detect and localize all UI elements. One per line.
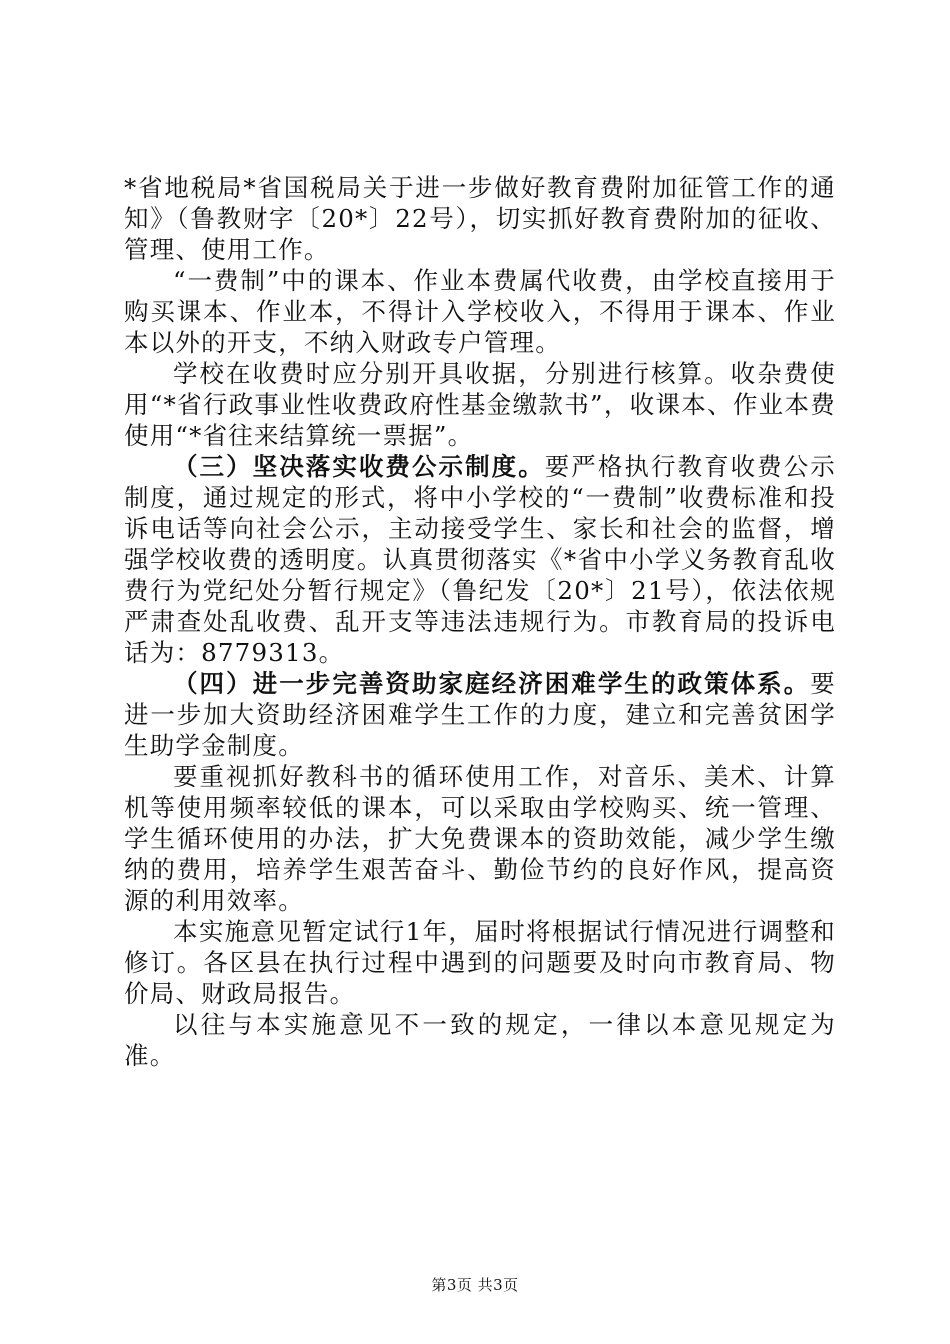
paragraph bbox=[124, 916, 836, 1009]
paragraph-text: 本实施意见暂定试行1年，届时将根据试行情况进行调整和修订。各区县在执行过程中遇到的问题要及时向市教育局、物价局、财政局报告。 bbox=[124, 917, 836, 1008]
paragraph-text: 学校在收费时应分别开具收据，分别进行核算。收杂费使用“*省行政事业性收费政府性基金缴款书”，收课本、作业本费使用“*省往来结算统一票据”。 bbox=[124, 359, 836, 450]
paragraph bbox=[124, 668, 836, 761]
section-heading: （四）进一步完善资助家庭经济困难学生的政策体系。 bbox=[173, 669, 811, 698]
document-body bbox=[124, 172, 836, 1071]
paragraph-text: *省地税局*省国税局关于进一步做好教育费附加征管工作的通知》（鲁教财字〔20*〕22号），切实抓好教育费附加的征收、管理、使用工作。 bbox=[124, 173, 836, 264]
paragraph-continuation bbox=[124, 172, 836, 265]
section-heading: （三）坚决落实收费公示制度。 bbox=[173, 452, 545, 481]
paragraph bbox=[124, 358, 836, 451]
paragraph-text: “一费制”中的课本、作业本费属代收费，由学校直接用于购买课本、作业本，不得计入学校收入，不得用于课本、作业本以外的开支，不纳入财政专户管理。 bbox=[124, 266, 836, 357]
paragraph bbox=[124, 451, 836, 668]
paragraph bbox=[124, 761, 836, 916]
paragraph-text: 要严格执行教育收费公示制度，通过规定的形式，将中小学校的“一费制”收费标准和投诉电话等向社会公示，主动接受学生、家长和社会的监督，增强学校收费的透明度。认真贯彻落实《*省中小学义务教育乱收费行为党纪处分暂行规定》（鲁纪发〔20*〕21号），依法依规严肃查处乱收费、乱开支等违法违规行为。市教育局的投诉电话为：8779313。 bbox=[124, 452, 836, 667]
paragraph bbox=[124, 1009, 836, 1071]
paragraph bbox=[124, 265, 836, 358]
paragraph-text: 要重视抓好教科书的循环使用工作，对音乐、美术、计算机等使用频率较低的课本，可以采取由学校购买、统一管理、学生循环使用的办法，扩大免费课本的资助效能，减少学生缴纳的费用，培养学生艰苦奋斗、勤俭节约的良好作风，提高资源的利用效率。 bbox=[124, 762, 836, 915]
paragraph-text: 要进一步加大资助经济困难学生工作的力度，建立和完善贫困学生助学金制度。 bbox=[124, 669, 836, 760]
paragraph-text: 以往与本实施意见不一致的规定，一律以本意见规定为准。 bbox=[124, 1010, 836, 1070]
page-footer bbox=[0, 1275, 950, 1295]
page-number: 第3页 共3页 bbox=[431, 1276, 519, 1294]
